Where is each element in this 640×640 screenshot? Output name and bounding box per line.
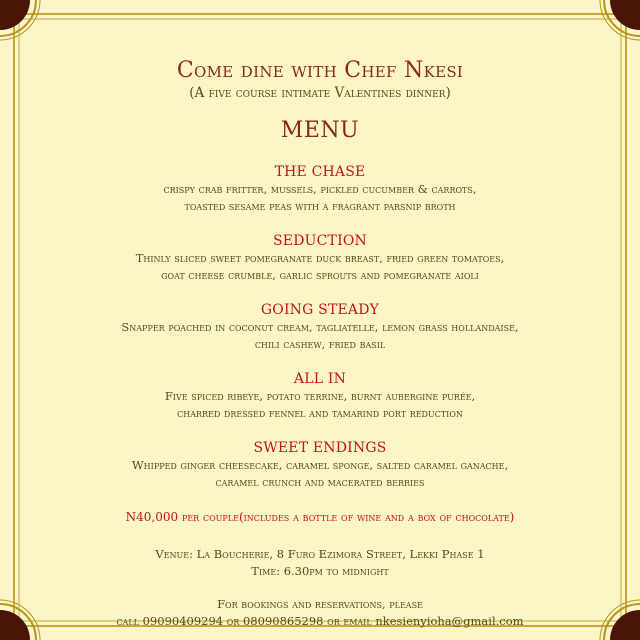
course-name: GOING STEADY <box>260 302 380 318</box>
course-description-line: toasted sesame peas with a fragrant parsnip broth <box>184 199 456 213</box>
course-name: SWEET ENDINGS <box>253 440 387 456</box>
corner-ornament-bottom-right <box>600 600 640 640</box>
corner-ornament-top-right <box>600 0 640 40</box>
page-title: Come dine with Chef Nkesi <box>176 58 464 83</box>
booking-email: nkesienyioha@gmail.com <box>375 614 524 628</box>
course-description-line: Thinly sliced sweet pomegranate duck breast, fried green tomatoes, <box>135 251 505 265</box>
course-description-line: crispy crab fritter, mussels, pickled cucumber & carrots, <box>163 182 477 196</box>
corner-ornament-top-left <box>0 0 40 40</box>
booking-info <box>40 596 600 630</box>
course-name: THE CHASE <box>274 164 366 180</box>
course-all-in <box>40 370 600 422</box>
corner-ornament-bottom-left <box>0 600 40 640</box>
course-description-line: chili cashew, fried basil <box>254 337 386 351</box>
booking-intro: For bookings and reservations, please <box>217 597 423 611</box>
course-sweet-endings <box>40 439 600 491</box>
course-the-chase <box>40 163 600 215</box>
menu-heading: MENU <box>280 118 360 143</box>
event-time: Time: 6.30pm to midnight <box>251 564 389 578</box>
venue-address: Venue: La Boucherie, 8 Furo Ezimora Street, Lekki Phase 1 <box>155 547 485 561</box>
booking-contact <box>40 613 600 630</box>
course-name: SEDUCTION <box>273 233 367 249</box>
course-description-line: Five spiced ribeye, potato terrine, burnt aubergine purée, <box>164 389 476 403</box>
course-description-line: Snapper poached in coconut cream, tagliatelle, lemon grass hollandaise, <box>121 320 519 334</box>
page-subtitle: (A five course intimate Valentines dinner) <box>189 85 451 101</box>
course-description-line: charred dressed fennel and tamarind port reduction <box>177 406 463 420</box>
booking-phone-text: call 09090409294 or 08090865298 or email <box>116 614 376 628</box>
course-going-steady <box>40 301 600 353</box>
course-description-line: Whipped ginger cheesecake, caramel sponge, salted caramel ganache, <box>131 458 509 472</box>
course-name: ALL IN <box>293 371 347 387</box>
course-description-line: caramel crunch and macerated berries <box>215 475 425 489</box>
price-line: N40,000 per couple(includes a bottle of wine and a box of chocolate) <box>125 510 515 524</box>
course-seduction <box>40 232 600 284</box>
course-description-line: goat cheese crumble, garlic sprouts and pomegranate aioli <box>161 268 479 282</box>
venue-info <box>40 546 600 580</box>
